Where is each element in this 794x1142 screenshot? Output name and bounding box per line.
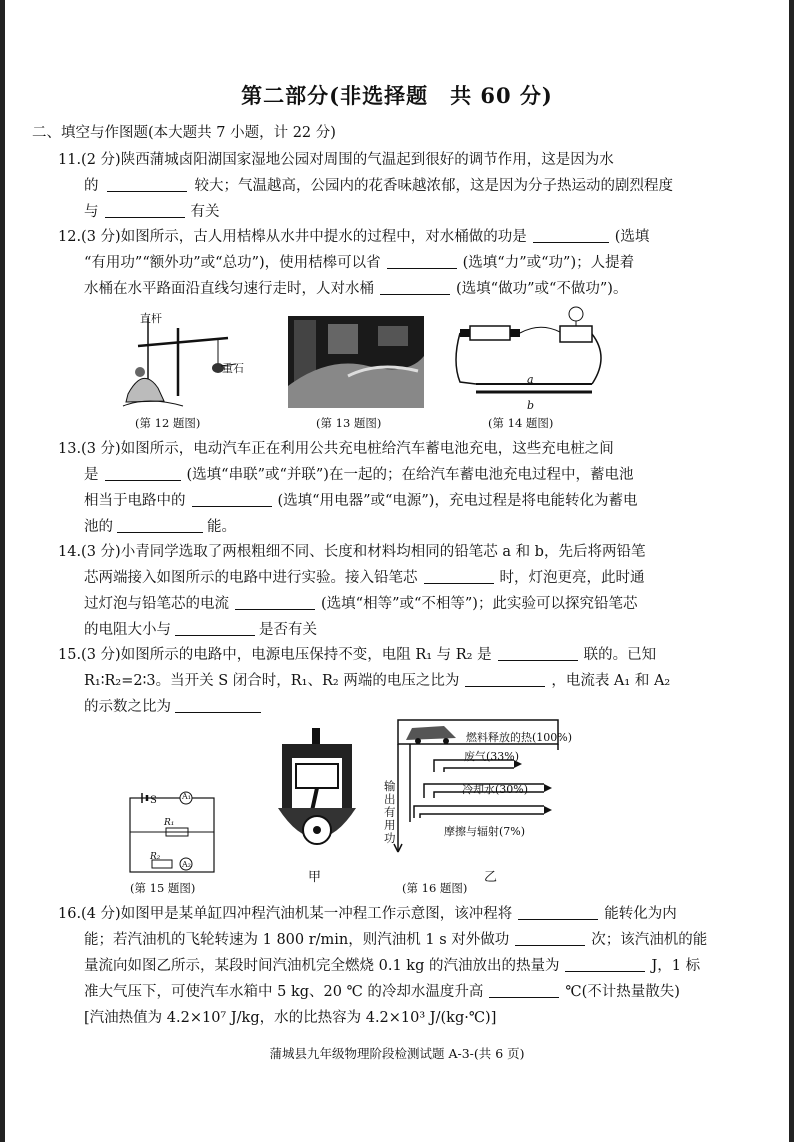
q16-line2: 能；若汽油机的飞轮转速为 1 800 r/min，则汽油机 1 s 对外做功 次；该汽油机的能 — [84, 932, 708, 948]
q16-blank2[interactable] — [515, 931, 585, 946]
q15-blank2[interactable] — [465, 672, 545, 687]
q13-line1: 13.(3 分)如图所示，电动汽车正在利用公共充电桩给汽车蓄电池充电，这些充电桩之间 — [58, 441, 614, 457]
flow-label-output: 输出有用功 — [384, 779, 396, 845]
page-footer: 蒲城县九年级物理阶段检测试题 A-3-(共 6 页) — [269, 1046, 525, 1061]
flow-label-friction: 摩擦与辐射(7%) — [444, 825, 526, 838]
figure-16-engine-cylinder — [272, 728, 362, 858]
caption-fig16: (第 16 题图) — [402, 881, 468, 895]
q12-line1: 12.(3 分)如图所示，古人用桔槔从水井中提水的过程中，对水桶做的功是 (选填 — [58, 229, 650, 245]
q14-line4: 的电阻大小与 是否有关 — [84, 622, 317, 638]
q14-blank3[interactable] — [175, 621, 255, 636]
label-lead-a: a — [527, 373, 534, 386]
q12-line3: 水桶在水平路面沿直线匀速行走时，人对水桶 (选填“做功”或“不做功”)。 — [84, 281, 628, 297]
figure-14-circuit — [452, 302, 612, 402]
q14-line1: 14.(3 分)小青同学选取了两根粗细不同、长度和材料均相同的铅笔芯 a 和 b，先后将两铅笔 — [58, 544, 646, 560]
label-ammeter-A1: A₁ — [182, 792, 191, 801]
q12-line2: “有用功”“额外功”或“总功”)，使用桔槔可以省 (选填“力”或“功”)；人提着 — [84, 255, 635, 271]
q14-blank2[interactable] — [235, 595, 315, 610]
label-figure-jia: 甲 — [308, 870, 322, 885]
q11-blank1[interactable] — [107, 177, 187, 192]
q15-line2: R₁∶R₂=2∶3。当开关 S 闭合时，R₁、R₂ 两端的电压之比为 ，电流表 A₁ 和 A₂ — [84, 673, 671, 689]
label-ammeter-A2: A₂ — [182, 860, 191, 869]
q15-line1: 15.(3 分)如图所示的电路中，电源电压保持不变，电阻 R₁ 与 R₂ 是 联的。已知 — [58, 647, 657, 663]
label-R1: R₁ — [164, 818, 175, 828]
q12-blank2[interactable] — [387, 254, 457, 269]
section-heading: 二、填空与作图题(本大题共 7 小题，计 22 分) — [32, 125, 336, 141]
label-switch-S: S — [150, 795, 157, 806]
q16-line3: 量流向如图乙所示，某段时间汽油机完全燃烧 0.1 kg 的汽油放出的热量为 J，1 标 — [84, 958, 701, 974]
q16-blank4[interactable] — [489, 983, 559, 998]
label-figure-yi: 乙 — [484, 870, 498, 885]
q14-line2: 芯两端接入如图所示的电路中进行实验。接入铅笔芯 时，灯泡更亮，此时通 — [84, 570, 645, 586]
page-title: 第二部分(非选择题 共 60 分) — [241, 83, 553, 108]
caption-fig14: (第 14 题图) — [488, 416, 554, 430]
q14-line3: 过灯泡与铅笔芯的电流 (选填“相等”或“不相等”)；此实验可以探究铅笔芯 — [84, 596, 638, 612]
q13-blank1[interactable] — [105, 466, 181, 481]
q13-line4: 池的 能。 — [84, 519, 236, 535]
q11-line3: 与 有关 — [84, 204, 220, 220]
figure-15-circuit — [122, 790, 222, 880]
label-straight-pole: 直杆 — [140, 312, 162, 325]
q16-blank3[interactable] — [565, 957, 645, 972]
q13-blank2[interactable] — [192, 492, 272, 507]
flow-label-exhaust: 废气(33%) — [464, 750, 520, 763]
flow-label-fuel: 燃料释放的热(100%) — [466, 731, 573, 744]
figure-13-charging-photo — [288, 316, 424, 408]
label-R2: R₂ — [150, 852, 161, 862]
q11-line1: 11.(2 分)陕西蒲城卤阳湖国家湿地公园对周围的气温起到很好的调节作用，这是因为水 — [58, 152, 614, 168]
q16-blank1[interactable] — [518, 905, 598, 920]
label-lead-b: b — [527, 399, 535, 412]
q13-line3: 相当于电路中的 (选填“用电器”或“电源”)，充电过程是将电能转化为蓄电 — [84, 493, 638, 509]
caption-fig13: (第 13 题图) — [316, 416, 382, 430]
q15-blank3[interactable] — [175, 698, 261, 713]
q15-blank1[interactable] — [498, 646, 578, 661]
figure-12-well-sweep — [118, 306, 248, 411]
q14-blank1[interactable] — [424, 569, 494, 584]
q16-line4: 准大气压下，可使汽车水箱中 5 kg、20 ℃ 的冷却水温度升高 ℃(不计热量散失) — [84, 984, 680, 1000]
q15-line3: 的示数之比为 — [84, 695, 265, 716]
label-heavy-stone: 重石 — [222, 362, 244, 375]
q16-line5: [汽油热值为 4.2×10⁷ J/kg，水的比热容为 4.2×10³ J/(kg·℃)] — [84, 1010, 497, 1026]
caption-fig15: (第 15 题图) — [130, 881, 196, 895]
flow-label-cooling: 冷却水(30%) — [462, 783, 529, 796]
scan-edge-right — [789, 0, 794, 1142]
caption-fig12: (第 12 题图) — [135, 416, 201, 430]
q16-line1: 16.(4 分)如图甲是某单缸四冲程汽油机某一冲程工作示意图，该冲程将 能转化为内 — [58, 906, 677, 922]
q11-blank2[interactable] — [105, 203, 185, 218]
q13-blank3[interactable] — [117, 518, 203, 533]
q12-blank3[interactable] — [380, 280, 450, 295]
q12-blank1[interactable] — [533, 228, 609, 243]
q11-line2: 的 较大；气温越高，公园内的花香味越浓郁，这是因为分子热运动的剧烈程度 — [84, 178, 673, 194]
q13-line2: 是 (选填“串联”或“并联”)在一起的；在给汽车蓄电池充电过程中，蓄电池 — [84, 467, 634, 483]
scan-edge-left — [0, 0, 5, 1142]
